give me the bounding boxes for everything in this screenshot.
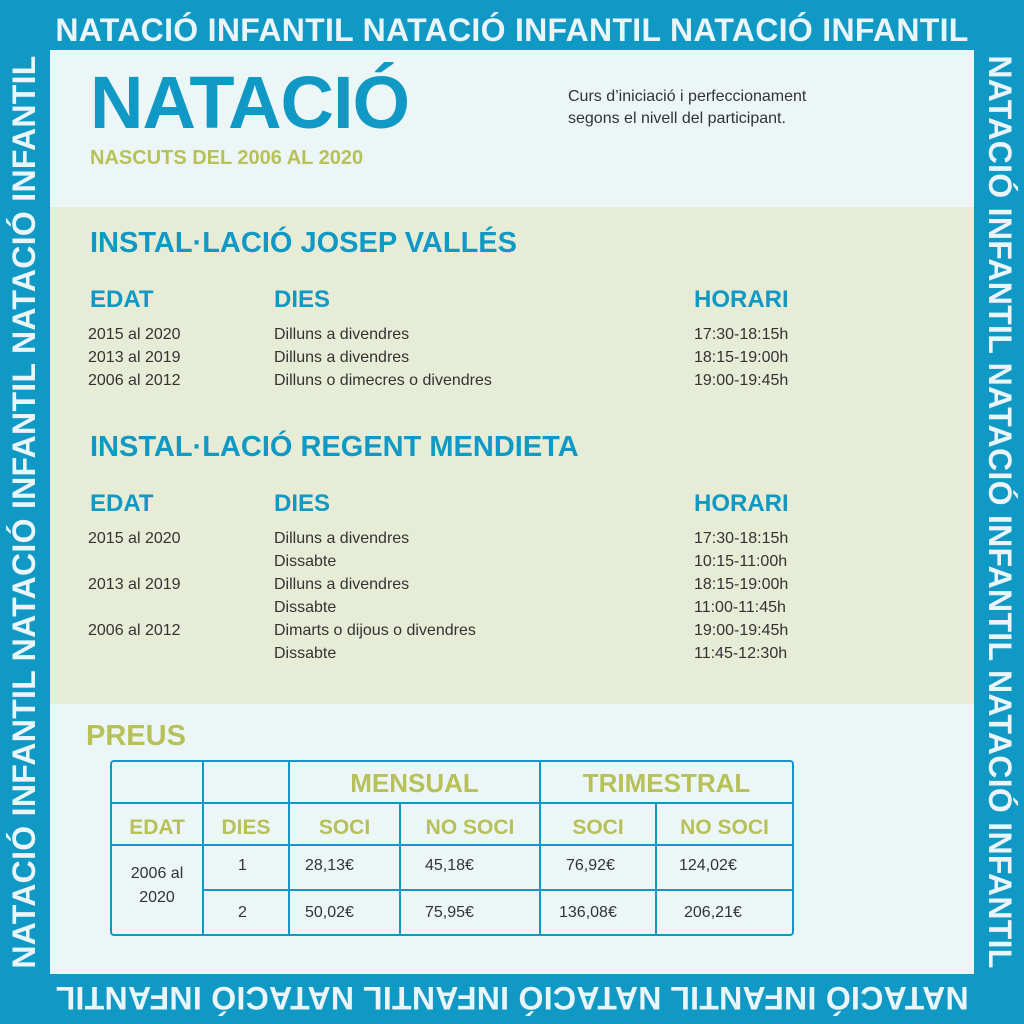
border-text-right: NATACIÓ INFANTIL NATACIÓ INFANTIL NATACIÓ INFANTIL xyxy=(982,55,1018,969)
column-header-horari: HORARI xyxy=(694,490,789,517)
price-col-edat: EDAT xyxy=(129,816,185,839)
course-description-line-1: Curs d’iniciació i perfeccionament xyxy=(568,88,807,105)
price-mensual-soci: 50,02€ xyxy=(305,904,354,921)
schedule-age: 2015 al 2020 xyxy=(88,326,181,343)
column-header-horari: HORARI xyxy=(694,286,789,313)
schedule-days: Dissabte xyxy=(274,599,337,616)
schedule-age: 2006 al 2012 xyxy=(88,622,181,639)
column-header-dies: DIES xyxy=(274,286,331,313)
schedule-age: 2015 al 2020 xyxy=(88,530,181,547)
table-divider xyxy=(202,762,204,934)
course-description-line-2: segons el nivell del participant. xyxy=(568,110,786,127)
border-text-bottom: NATACIÓ INFANTIL NATACIÓ INFANTIL NATACIÓ INFANTIL xyxy=(55,980,969,1016)
price-trimestral-no-soci: 206,21€ xyxy=(684,904,742,921)
venue-title-josep-valles: INSTAL·LACIÓ JOSEP VALLÉS xyxy=(90,227,517,259)
schedule-days: Dimarts o dijous o divendres xyxy=(274,622,476,639)
price-dies: 1 xyxy=(238,857,247,874)
schedule-time: 18:15-19:00h xyxy=(694,349,789,366)
price-trimestral-soci: 136,08€ xyxy=(559,904,617,921)
price-mensual-soci: 28,13€ xyxy=(305,857,354,874)
border-text-left: NATACIÓ INFANTIL NATACIÓ INFANTIL NATACIÓ INFANTIL xyxy=(6,55,42,969)
price-col-trimestral-no-soci: NO SOCI xyxy=(680,816,769,839)
schedules-section xyxy=(50,207,974,704)
course-description xyxy=(568,86,888,130)
schedule-days: Dissabte xyxy=(274,553,337,570)
schedule-time: 10:15-11:00h xyxy=(694,553,788,570)
column-header-dies: DIES xyxy=(274,490,331,517)
schedule-time: 19:00-19:45h xyxy=(694,372,789,389)
schedule-time: 17:30-18:15h xyxy=(694,326,789,343)
table-divider xyxy=(202,889,792,891)
schedule-age: 2013 al 2019 xyxy=(88,576,181,593)
schedule-age: 2006 al 2012 xyxy=(88,372,181,389)
schedule-days: Dissabte xyxy=(274,645,337,662)
table-divider xyxy=(112,802,792,804)
schedule-time: 18:15-19:00h xyxy=(694,576,789,593)
price-edat-line-1: 2006 al xyxy=(130,865,184,882)
schedule-days: Dilluns a divendres xyxy=(274,530,410,547)
price-edat-line-2: 2020 xyxy=(139,889,175,906)
content-panel xyxy=(50,50,974,974)
price-col-dies: DIES xyxy=(221,816,271,839)
column-header-edat: EDAT xyxy=(90,490,154,517)
group-header-trimestral: TRIMESTRAL xyxy=(582,768,751,798)
page-subtitle: NASCUTS DEL 2006 AL 2020 xyxy=(90,147,364,169)
venue-title-regent-mendieta: INSTAL·LACIÓ REGENT MENDIETA xyxy=(90,431,579,463)
price-dies: 2 xyxy=(238,904,247,921)
schedule-days: Dilluns a divendres xyxy=(274,349,410,366)
price-col-mensual-no-soci: NO SOCI xyxy=(425,816,515,839)
schedule-time: 19:00-19:45h xyxy=(694,622,789,639)
page-title: NATACIÓ xyxy=(90,61,410,144)
schedule-time: 17:30-18:15h xyxy=(694,530,789,547)
group-header-mensual: MENSUAL xyxy=(350,768,479,798)
price-mensual-no-soci: 75,95€ xyxy=(425,904,474,921)
price-mensual-no-soci: 45,18€ xyxy=(425,857,474,874)
column-header-edat: EDAT xyxy=(90,286,154,313)
price-col-mensual-soci: SOCI xyxy=(318,816,371,839)
schedule-time: 11:45-12:30h xyxy=(694,645,788,662)
prices-title: PREUS xyxy=(86,720,186,752)
schedule-days: Dilluns a divendres xyxy=(274,326,410,343)
price-trimestral-no-soci: 124,02€ xyxy=(679,857,737,874)
price-trimestral-soci: 76,92€ xyxy=(566,857,615,874)
schedule-time: 11:00-11:45h xyxy=(694,599,786,616)
price-table xyxy=(110,760,794,936)
price-col-trimestral-soci: SOCI xyxy=(572,816,624,839)
price-edat-cell xyxy=(112,862,202,910)
schedule-age: 2013 al 2019 xyxy=(88,349,181,366)
schedule-days: Dilluns a divendres xyxy=(274,576,410,593)
table-divider xyxy=(112,844,792,846)
border-text-top: NATACIÓ INFANTIL NATACIÓ INFANTIL NATACIÓ INFANTIL xyxy=(55,12,969,48)
schedule-days: Dilluns o dimecres o divendres xyxy=(274,372,492,389)
